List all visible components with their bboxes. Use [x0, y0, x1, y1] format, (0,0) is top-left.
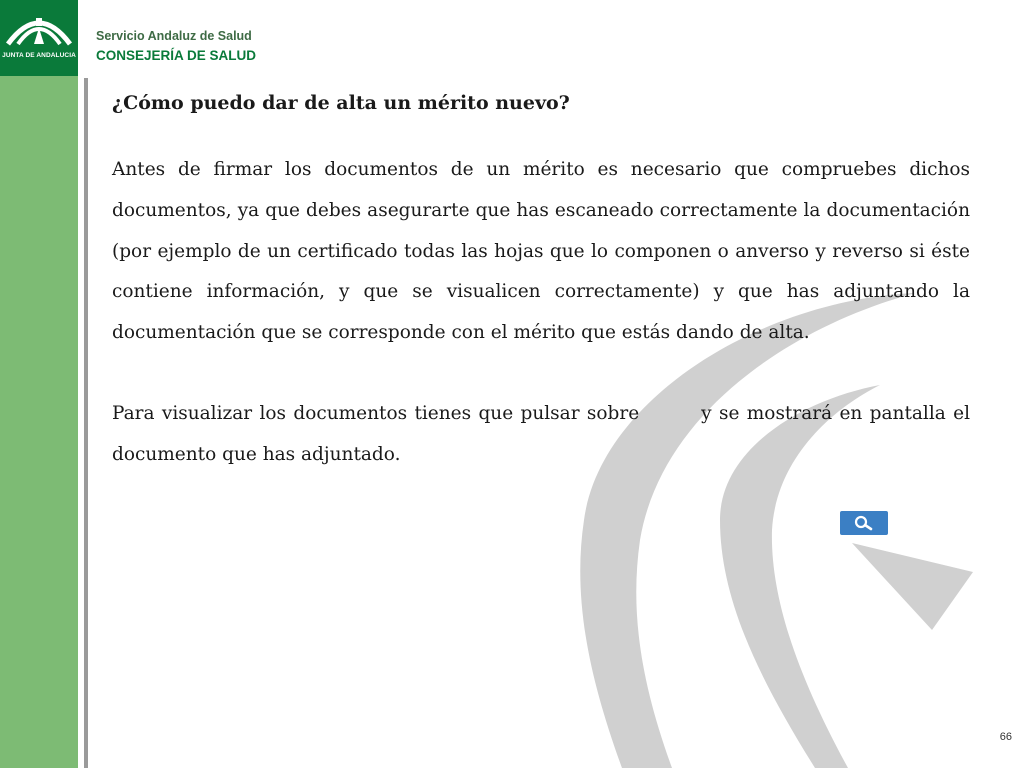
question-heading: ¿Cómo puedo dar de alta un mérito nuevo? — [112, 92, 570, 114]
main-content — [112, 86, 970, 476]
search-view-button[interactable] — [840, 511, 888, 535]
paragraph-2-after: y se mostrará en pantalla el documento que has adjuntado. — [112, 402, 971, 465]
paragraph-2 — [112, 394, 970, 476]
paragraph-1: Antes de firmar los documentos de un mérito es necesario que compruebes dichos documentos, ya que debes asegurarte que has escaneado correctamente la documentación (por ejemplo de un certificado todas las hojas que lo componen o anverso y reverso si éste contiene información, y que se visualicen correctamente) y que has adjuntando la documentación que se corresponde con el mérito que estás dando de alta. — [112, 159, 970, 344]
paragraph-2-before: Para visualizar los documentos tienes que pulsar sobre — [112, 402, 640, 424]
logo-text: JUNTA DE ANDALUCIA — [2, 52, 76, 59]
org-name-line2: CONSEJERÍA DE SALUD — [96, 48, 257, 63]
page-number: 66 — [999, 731, 1012, 743]
org-name-line1: Servicio Andaluz de Salud — [96, 29, 252, 43]
magnifier-icon — [853, 514, 875, 532]
